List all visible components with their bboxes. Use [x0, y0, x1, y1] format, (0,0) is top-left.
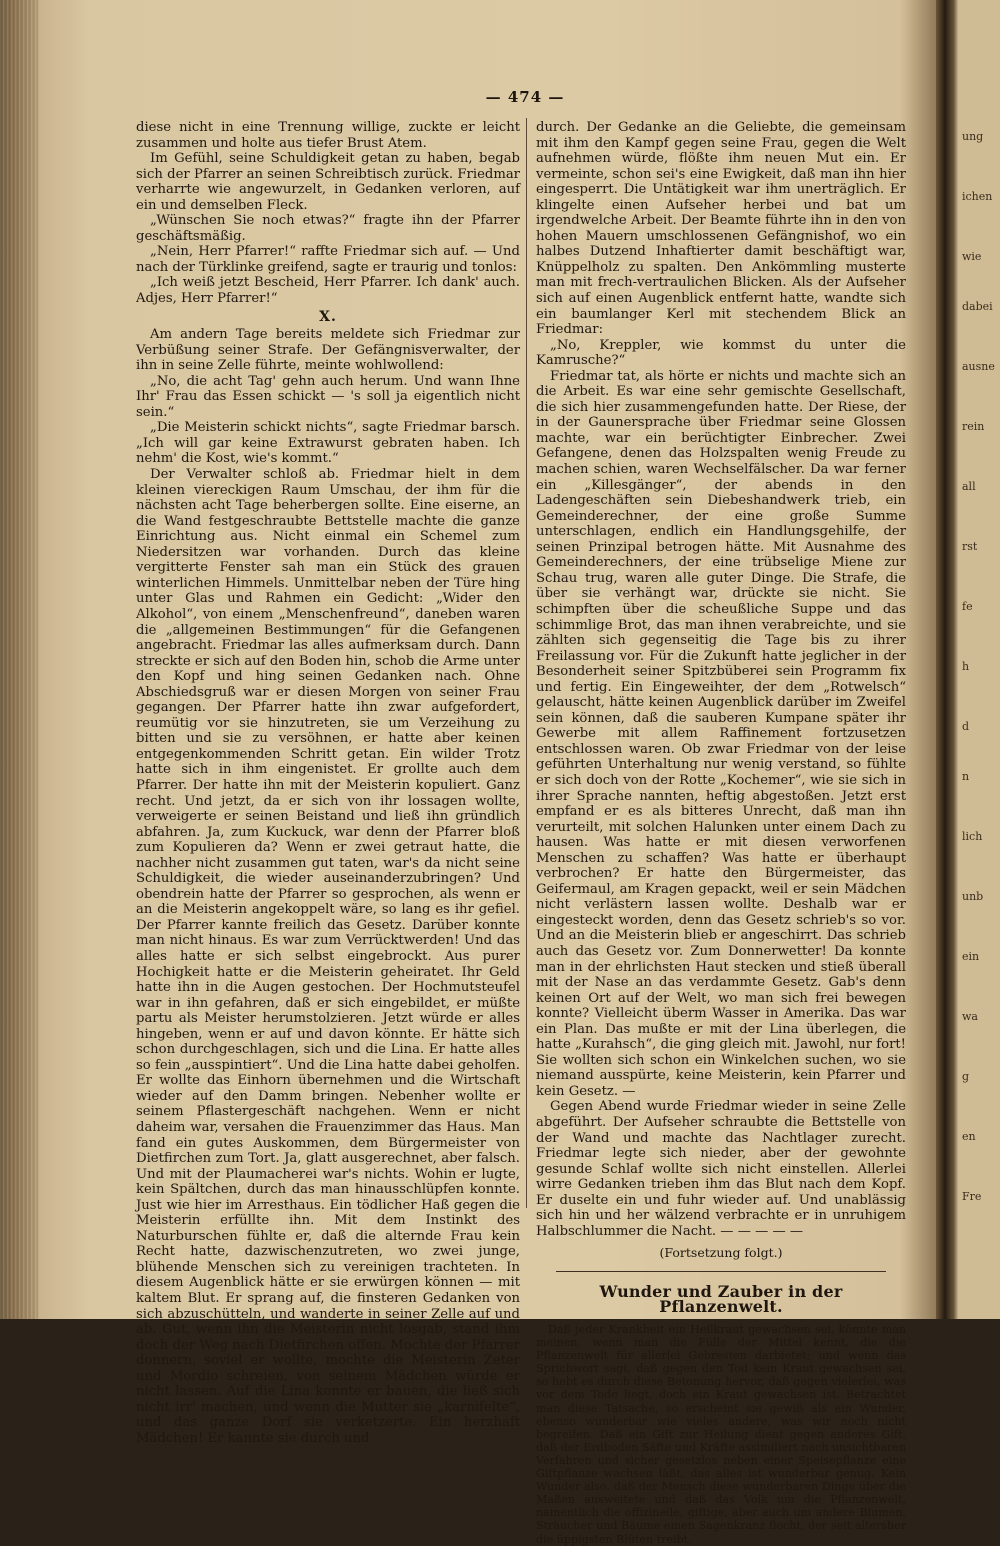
- adjacent-text-fragment: lich: [962, 830, 983, 843]
- paragraph: durch. Der Gedanke an die Geliebte, die gemeinsam mit ihm den Kampf gegen seine Frau, gegen die Welt aufnehmen würde, flößte ihm neuen Mut ein. Er vermeinte, schon sei's eine Ewigkeit, daß man ihn hier eingesperrt. Die Untätigkeit war ihm unerträglich. Er klingelte einen Aufseher herbei und bat um irgendwelche Arbeit. Der Beamte führte ihn in den von hohen Mauern umschlossenen Gefängnishof, wo ein halbes Dutzend Inhaftierter damit beschäftigt war, Knüppelholz zu spalten. Den Ankömmling musterte man mit frech-vertraulichen Blicken. Als der Aufseher sich auf einen Augenblick entfernt hatte, wandte sich ein baumlanger Kerl mit stechendem Blick an Friedmar:: [536, 120, 906, 338]
- paragraph: Friedmar tat, als hörte er nichts und machte sich an die Arbeit. Es war eine sehr gemischte Gesellschaft, die sich hier zusammengefunden hatte. Der Riese, der in der Gaunersprache über Friedmar seine Glossen machte, war ein berüchtigter Einbrecher. Zwei Gefangene, denen das Holzspalten wenig Freude zu machen schien, waren Wechselfälscher. Da war ferner ein „Killesgänger“, der abends in den Ladengeschäften sein Diebeshandwerk trieb, ein Gemeinderechner, der eine große Summe unterschlagen, endlich ein Handlungsgehilfe, der seinen Prinzipal betrogen hätte. Mit Ausnahme des Gemeinderechners, der eine trübselige Miene zur Schau trug, waren alle guter Dinge. Die Strafe, die über sie verhängt war, drückte sie nicht. Sie schimpften über die scheußliche Suppe und das schimmlige Brot, das man ihnen verabreichte, und sie zählten sich gegenseitig die Tage bis zu ihrer Freilassung vor. Für die Zukunft hatte jeglicher in der Besonderheit seiner Spitzbüberei sein Programm fix und fertig. Ein Eingeweihter, der dem „Rotwelsch“ gelauscht, hätte keinen Augenblick darüber im Zweifel sein können, daß die sauberen Kumpane später ihr Gewerbe mit allem Raffinement fortzusetzen entschlossen waren. Ob zwar Friedmar von der leise geführten Unterhaltung nur wenig verstand, so fühlte er sich doch von der Rotte „Kochemer“, wie sie sich in ihrer Sprache nannten, heftig abgestoßen. Jetzt erst empfand er es als bitteres Unrecht, daß man ihn verurteilt, mit solchen Halunken unter einem Dach zu hausen. Was hatte er mit diesen verworfenen Menschen zu schaffen? Was hatte er überhaupt verbrochen? Er hatte den Bürgermeister, das Geifermaul, am Kragen gepackt, weil er sein Mädchen nicht verlästern lassen wollte. Deshalb war er eingesteckt worden, denn das Gesetz schrieb's so vor. Und an die Meisterin blieb er angeschirrt. Das schrieb auch das Gesetz vor. Zum Donnerwetter! Da konnte man in der ehrlichsten Haut stecken und stieß überall mit der Nase an das verdammte Gesetz. Gab's denn keinen Ort auf der Welt, wo man sich frei bewegen konnte? Vielleicht überm Wasser in Amerika. Das war ein Plan. Das mußte er mit der Lina überlegen, die hatte „Kurahsch“, die ging gleich mit. Jawohl, nur fort! Sie wollten sich schon ein Winkelchen suchen, wo sie niemand ausspürte, keine Meisterin, kein Pfarrer und kein Gesetz. —: [536, 368, 906, 1099]
- adjacent-text-fragment: g: [962, 1070, 970, 1083]
- paragraph: „No, die acht Tag' gehn auch herum. Und wann Ihne Ihr' Frau das Essen schickt — 's soll ja eigentlich nicht sein.“: [136, 373, 520, 420]
- adjacent-text-fragment: n: [962, 770, 970, 783]
- adjacent-text-fragment: ichen: [962, 190, 993, 203]
- paragraph: „Nein, Herr Pfarrer!“ raffte Friedmar sich auf. — Und nach der Türklinke greifend, sagte er traurig und tonlos:: [136, 244, 520, 275]
- adjacent-text-fragment: wa: [962, 1010, 978, 1023]
- section-rule: [556, 1271, 886, 1272]
- right-column: [536, 120, 906, 1546]
- chapter-heading: X.: [319, 308, 337, 325]
- adjacent-text-fragment: fe: [962, 600, 973, 613]
- paragraph: Am andern Tage bereits meldete sich Friedmar zur Verbüßung seiner Strafe. Der Gefängnisverwalter, der ihn in seine Zelle führte, meinte wohlwollend:: [136, 327, 520, 374]
- paragraph: „Ich weiß jetzt Bescheid, Herr Pfarrer. Ich dank' auch. Adjes, Herr Pfarrer!“: [136, 275, 520, 307]
- adjacent-text-fragment: ung: [962, 130, 984, 143]
- article-body: [536, 1323, 906, 1546]
- paragraph: „No, Kreppler, wie kommst du unter die Kamrusche?“: [536, 337, 906, 369]
- adjacent-text-fragment: h: [962, 660, 970, 673]
- adjacent-page-strip: [958, 0, 1000, 1319]
- left-column: [136, 120, 520, 1446]
- adjacent-text-fragment: unb: [962, 890, 984, 903]
- article-title: Wunder und Zauber in der Pflanzenwelt.: [599, 1281, 843, 1317]
- page-number: — 474 —: [485, 88, 565, 106]
- stacked-page-edges: [0, 0, 38, 1319]
- binding-gutter: [936, 0, 954, 1319]
- paragraph: „Die Meisterin schickt nichts“, sagte Friedmar barsch. „Ich will gar keine Extrawurst gebraten haben. Ich nehm' die Kost, wie's kommt.“: [136, 420, 520, 467]
- paragraph: Gegen Abend wurde Friedmar wieder in seine Zelle abgeführt. Der Aufseher schraubte die Bettstelle von der Wand und machte das Nachtlager zurecht. Friedmar legte sich nieder, aber der gewohnte gesunde Schlaf wollte sich nicht einstellen. Allerlei wirre Gedanken trieben ihm das Blut nach dem Kopf. Er duselte ein und fuhr wieder auf. Und unablässig sich hin und her wälzend verbrachte er in unruhigem Halbschlummer die Nacht. — — — — —: [536, 1099, 906, 1239]
- column-divider: [526, 118, 527, 1208]
- adjacent-text-fragment: d: [962, 720, 970, 733]
- paragraph: diese nicht in eine Trennung willige, zuckte er leicht zusammen und holte aus tiefer Brust Atem.: [136, 120, 520, 151]
- adjacent-text-fragment: wie: [962, 250, 982, 263]
- paragraph: „Wünschen Sie noch etwas?“ fragte ihn der Pfarrer geschäftsmäßig.: [136, 213, 520, 244]
- adjacent-text-fragment: rst: [962, 540, 978, 553]
- paragraph: Der Verwalter schloß ab. Friedmar hielt in dem kleinen viereckigen Raum Umschau, der ihm für die nächsten acht Tage beherbergen sollte. Eine eiserne, an die Wand festgeschraubte Bettstelle machte die ganze Einrichtung aus. Nicht einmal ein Schemel zum Niedersitzen war vorhanden. Durch das kleine vergitterte Fenster sah man ein Stück des grauen winterlichen Himmels. Unmittelbar neben der Türe hing unter Glas und Rahmen ein Gedicht: „Wider den Alkohol“, von einem „Menschenfreund“, daneben waren die „allgemeinen Bestimmungen“ für die Gefangenen angebracht. Friedmar las alles aufmerksam durch. Dann streckte er sich auf den Boden hin, schob die Arme unter den Kopf und hing seinen Gedanken nach. Ohne Abschiedsgruß war er diesen Morgen von seiner Frau gegangen. Der Pfarrer hatte ihn zwar aufgefordert, reumütig vor sie hinzutreten, sie um Verzeihung zu bitten und sie zu versöhnen, er hatte aber keinen entgegenkommenden Schritt getan. Ein wilder Trotz hatte sich in ihm eingenistet. Er grollte auch dem Pfarrer. Der hatte ihn mit der Meisterin kopuliert. Ganz recht. Und jetzt, da er sich von ihr lossagen wollte, verweigerte er seinen Beistand und ließ ihn gründlich abfahren. Ja, zum Kuckuck, war denn der Pfarrer bloß zum Kopulieren da? Wenn er zwei getraut hatte, die nachher nicht zusammen gut taten, war's da nicht seine Schuldigkeit, die wieder auseinanderzubringen? Und obendrein hatte der Pfarrer so gesprochen, als wenn er an die Meisterin angekoppelt wäre, so lang es ihr gefiel. Der Pfarrer kannte freilich das Gesetz. Darüber konnte man nicht hinaus. Es war zum Verrücktwerden! Und das alles hatte er sich selbst eingebrockt. Aus purer Hochigkeit hatte er die Meisterin geheiratet. Ihr Geld hatte ihn in die Augen gestochen. Der Hochmutsteufel war in ihn gefahren, daß er sich eingebildet, er müßte partu als Meister herumstolzieren. Jetzt würde er alles hingeben, wenn er auf und davon könnte. Er hätte sich schon durchgeschlagen, sich und die Lina. Er hatte alles so fein „ausspintiert“. Und die Lina hatte dabei geholfen. Er wollte das Einhorn übernehmen und die Wirtschaft wieder auf den Damm bringen. Nebenher wollte er seinem Pflastergeschäft nachgehen. Wenn er nicht daheim war, versahen die Frauenzimmer das Haus. Man fand ein gutes Auskommen, dem Bürgermeister von Dietfirchen zum Tort. Ja, glatt ausgerechnet, aber falsch. Und mit der Plaumacherei war's nichts. Wohin er lugte, kein Spältchen, durch das man hinausschlüpfen konnte. Just wie hier im Arresthaus. Ein tödlicher Haß gegen die Meisterin erfüllte ihn. Mit dem Instinkt des Naturburschen fühlte er, daß die alternde Frau kein Recht hatte, dazwischenzutreten, wo zwei junge, blühende Menschen sich zu vereinigen trachteten. In diesem Augenblick hätte er sie erwürgen können — mit kaltem Blut. Er sprang auf, die finsteren Gedanken von sich abzuschütteln, und wanderte in seiner Zelle auf und ab. Gut, wenn ihn die Meisterin nicht losgab, stand ihm doch der Weg nach Dietfirchen offen. Mochte der Pfarrer donnern, soviel er wollte, mochte die Meisterin Zeter und Mordio schreien, von seinem Mädchen würde er nicht lassen. Auf die Lina konnte er bauen, die ließ sich nicht irr' machen, und wenn die Mutter sie „karnifelte“, und das ganze Dorf sie verketzerte. Ein herzhaft Mädchen! Er kannte sie durch und: [136, 467, 520, 1446]
- adjacent-text-fragment: ausne: [962, 360, 995, 373]
- adjacent-text-fragment: all: [962, 480, 976, 493]
- paragraph: Im Gefühl, seine Schuldigkeit getan zu haben, begab sich der Pfarrer an seinen Schreibtisch zurück. Friedmar verharrte wie angewurzelt, in Gedanken verloren, auf ein und demselben Fleck.: [136, 151, 520, 213]
- adjacent-text-fragment: Fre: [962, 1190, 982, 1203]
- adjacent-text-fragment: ein: [962, 950, 980, 963]
- adjacent-text-fragment: rein: [962, 420, 985, 433]
- continued-note: (Fortsetzung folgt.): [659, 1245, 783, 1261]
- adjacent-text-fragment: dabei: [962, 300, 993, 313]
- adjacent-text-fragment: en: [962, 1130, 976, 1143]
- paragraph: Daß jeder Krankheit ein Heilkraut gewachsen sei, könnte man meinen, wenn man die Fülle der Mittel kennt, die die Pflanzenwelt für allerlei Gebresten darbietet; und wenn das Sprichwort sagt, daß gegen den Tod kein Kraut gewachsen sei, so hebt es durch diese Betonung hervor, daß gegen vielerlei, was vor dem Tode liegt, doch ein Kraut gewachsen ist. Betrachtet man diese Tatsache, so erscheint sie gewiß als ein Wunder, ebenso wunderbar wie vieles andere, was wir noch nicht begreifen. Daß ein Gift zur Heilung dient gegen anderes Gift, daß der Erdboden Säfte und Kräfte assimiliert nach unsichtbaren Verfahren und sicher gesetzlos neben einer Speisepflanze eine Giftpflanze wachsen läßt, das alles ist wunderbar genug. Kein Wunder also, daß der Mensch diese wunderbaren Dinge über die Maßen ausweitete und daß das Volk um die Pflanzenwelt, namentlich die offizinelle, giftige, aber auch um andere Blumen, Sträucher und Bäume einen Sagenkranz flocht, der seit altersher die üppigsten Blüten treibt.: [536, 1323, 906, 1546]
